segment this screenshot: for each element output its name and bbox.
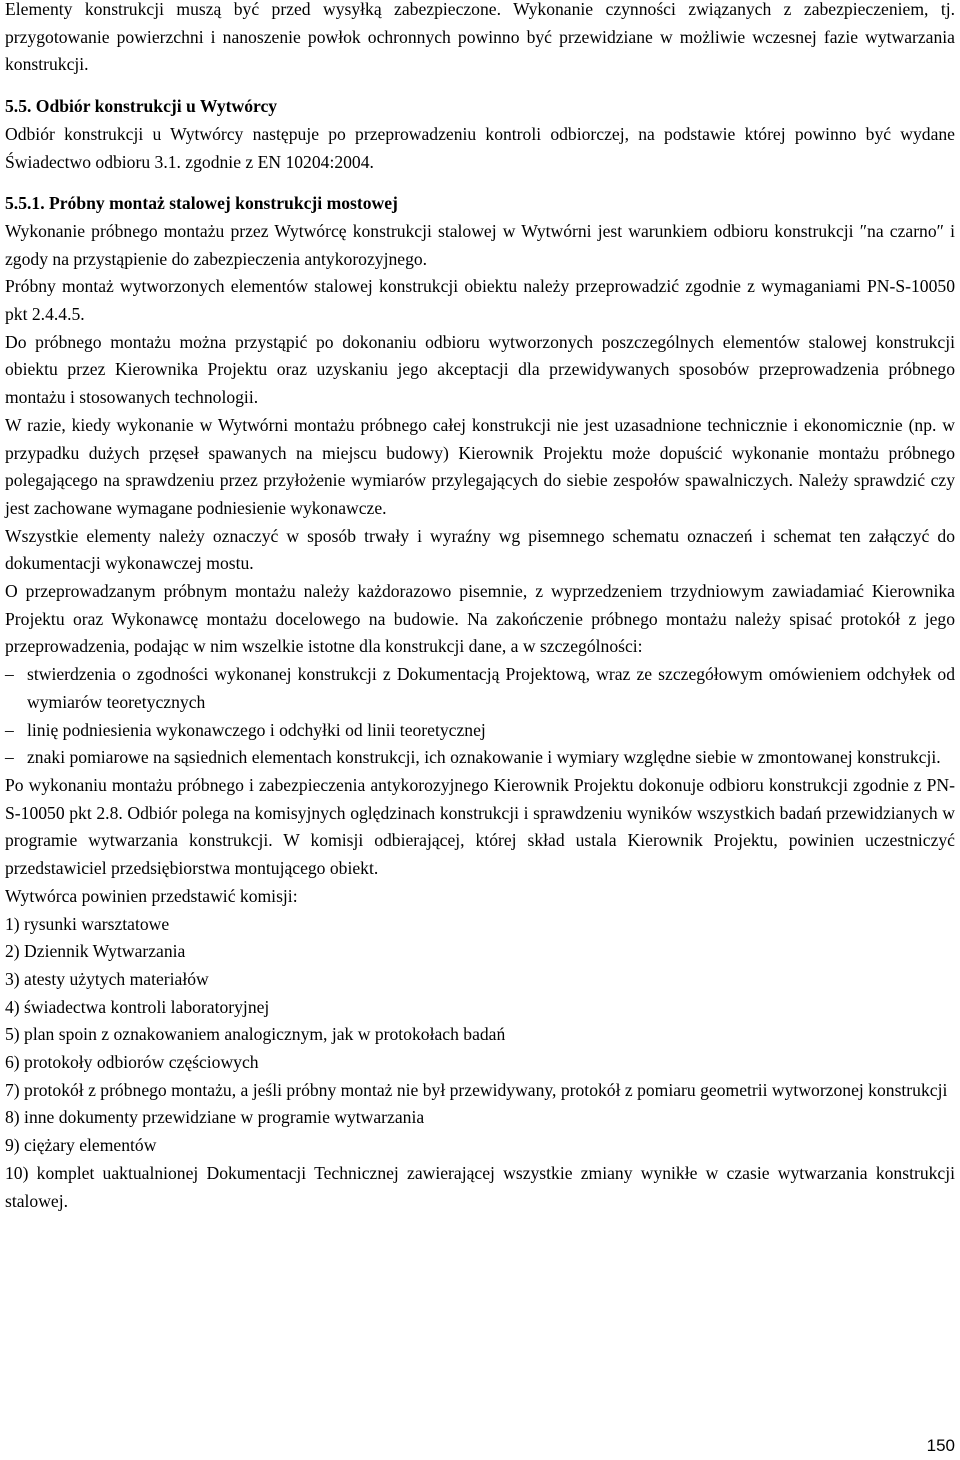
paragraph: Po wykonaniu montażu próbnego i zabezpieczenia antykorozyjnego Kierownik Projektu dokonuje odbioru konstrukcji zgodnie z PN-S-10050 pkt 2.8. Odbiór polega na komisyjnych oględzinach konstrukcji i sprawdzeniu wyników wszystkich badań przewidzianych w programie wytwarzania konstrukcji. W komisji odbierającej, której skład ustala Kierownik Projektu, powinien uczestniczyć przedstawiciel przedsiębiorstwa montującego obiekt. <box>5 774 955 879</box>
numbered-list <box>5 911 955 1216</box>
numbered-list-item: 6) protokoły odbiorów częściowych <box>5 1052 259 1073</box>
numbered-list-item: 10) komplet uaktualnionej Dokumentacji Technicznej zawierającej wszystkie zmiany wynikłe w czasie wytwarzania konstrukcji stalowej. <box>5 1162 955 1211</box>
dash-mark: – <box>5 664 14 685</box>
intro-paragraph: Elementy konstrukcji muszą być przed wysyłką zabezpieczone. Wykonanie czynności związanych z zabezpieczeniem, tj. przygotowanie powierzchni i nanoszenie powłok ochronnych powinno być przewidziane w możliwie wczesnej fazie wytwarzania konstrukcji. <box>5 0 955 75</box>
numbered-list-item: 7) protokół z próbnego montażu, a jeśli próbny montaż nie był przewidywany, protokół z pomiaru geometrii wytworzonej konstrukcji <box>5 1079 948 1100</box>
section-heading-5-5: 5.5. Odbiór konstrukcji u Wytwórcy <box>5 96 278 117</box>
numbered-list-item: 3) atesty użytych materiałów <box>5 968 209 989</box>
section-heading-5-5-1: 5.5.1. Próbny montaż stalowej konstrukcji mostowej <box>5 193 398 214</box>
paragraph: Wytwórca powinien przedstawić komisji: <box>5 885 298 906</box>
dash-list-item <box>5 744 955 772</box>
numbered-list-item: 4) świadectwa kontroli laboratoryjnej <box>5 996 270 1017</box>
numbered-list-item: 5) plan spoin z oznakowaniem analogicznym, jak w protokołach badań <box>5 1024 506 1045</box>
numbered-list-item: 1) rysunki warsztatowe <box>5 913 170 934</box>
spacer <box>5 79 955 93</box>
numbered-list-item: 8) inne dokumenty przewidziane w programie wytwarzania <box>5 1107 425 1128</box>
dash-mark: – <box>5 719 14 740</box>
page-number: 150 <box>926 1436 955 1455</box>
dash-list-item <box>5 661 955 716</box>
dash-item-text: linię podniesienia wykonawczego i odchyłki od linii teoretycznej <box>27 719 486 740</box>
dash-mark: – <box>5 747 14 768</box>
numbered-list-item: 9) ciężary elementów <box>5 1135 157 1156</box>
paragraph: Do próbnego montażu można przystąpić po dokonaniu odbioru wytworzonych poszczególnych elementów stalowej konstrukcji obiektu przez Kierownika Projektu oraz uzyskaniu jego akceptacji dla przewidywanych sposobów przeprowadzenia próbnego montażu i stosowanych technologii. <box>5 331 955 408</box>
dash-item-text: stwierdzenia o zgodności wykonanej konstrukcji z Dokumentacją Projektową, wraz ze szczegółowym omówieniem odchyłek od wymiarów teoretycznych <box>27 664 955 712</box>
document-page <box>5 0 955 1215</box>
dash-list-item <box>5 717 955 745</box>
paragraph: Wykonanie próbnego montażu przez Wytwórcę konstrukcji stalowej w Wytwórni jest warunkiem odbioru konstrukcji ″na czarno″ i zgody na przystąpienie do zabezpieczenia antykorozyjnego. <box>5 220 955 269</box>
section-5-5-paragraph: Odbiór konstrukcji u Wytwórcy następuje po przeprowadzeniu kontroli odbiorczej, na podstawie której powinno być wydane Świadectwo odbioru 3.1. zgodnie z EN 10204:2004. <box>5 123 955 172</box>
spacer <box>5 176 955 190</box>
paragraph: W razie, kiedy wykonanie w Wytwórni montażu próbnego całej konstrukcji nie jest uzasadnione technicznie i ekonomicznie (np. w przypadku dużych przęseł spawanych na miejscu budowy) Kierownik Projektu może dopuścić wykonanie montażu próbnego polegającego na sprawdzeniu przez przyłożenie wymiarów przylegających do siebie zespołów spawalniczych. Należy sprawdzić czy jest zachowane wymagane podniesienie wykonawcze. <box>5 414 955 518</box>
dash-list <box>5 661 955 772</box>
numbered-list-item: 2) Dziennik Wytwarzania <box>5 941 186 962</box>
paragraph: Wszystkie elementy należy oznaczyć w sposób trwały i wyraźny wg pisemnego schematu oznaczeń i schemat ten załączyć do dokumentacji wykonawczej mostu. <box>5 525 955 574</box>
dash-item-text: znaki pomiarowe na sąsiednich elementach konstrukcji, ich oznakowanie i wymiary względne siebie w zmontowanej konstrukcji. <box>27 747 941 768</box>
paragraph: O przeprowadzanym próbnym montażu należy każdorazowo pisemnie, z wyprzedzeniem trzydniowym zawiadamiać Kierownika Projektu oraz Wykonawcę montażu docelowego na budowie. Na zakończenie próbnego montażu należy spisać protokół z jego przeprowadzenia, podając w nim wszelkie istotne dla konstrukcji dane, a w szczególności: <box>5 581 955 657</box>
paragraph: Próbny montaż wytworzonych elementów stalowej konstrukcji obiektu należy przeprowadzić zgodnie z wymaganiami PN-S-10050 pkt 2.4.4.5. <box>5 276 955 325</box>
